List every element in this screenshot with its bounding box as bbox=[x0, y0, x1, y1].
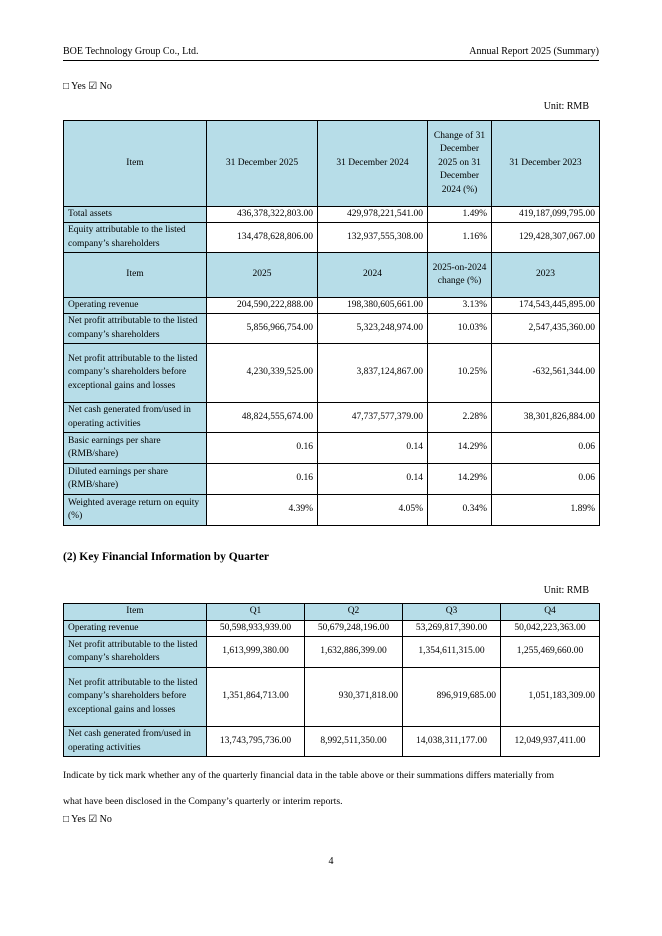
table-row bbox=[64, 727, 600, 757]
cell-value: 1.89% bbox=[492, 495, 600, 526]
page-header bbox=[63, 46, 599, 60]
header-cell: 31 December 2025 bbox=[207, 121, 318, 207]
cell-value: 5,856,966,754.00 bbox=[207, 314, 318, 344]
cell-value: 50,042,223,363.00 bbox=[501, 621, 600, 637]
cell-value: 429,978,221,541.00 bbox=[318, 207, 428, 223]
cell-value: 1,354,611,315.00 bbox=[403, 637, 501, 668]
unit-label: Unit: RMB bbox=[543, 101, 589, 112]
table-row bbox=[64, 621, 600, 637]
cell-value: 198,380,605,661.00 bbox=[318, 298, 428, 314]
cell-value: 930,371,818.00 bbox=[305, 668, 403, 727]
cell-value: 47,737,577,379.00 bbox=[318, 403, 428, 433]
cell-value: 38,301,826,884.00 bbox=[492, 403, 600, 433]
cell-value: 50,679,248,196.00 bbox=[305, 621, 403, 637]
header-cell: 2025 bbox=[207, 253, 318, 298]
cell-value: 4.39% bbox=[207, 495, 318, 526]
row-label: Net cash generated from/used in operating activities bbox=[64, 403, 207, 433]
row-label: Operating revenue bbox=[64, 621, 207, 637]
cell-value: 10.03% bbox=[428, 314, 492, 344]
table-row bbox=[64, 668, 600, 727]
table-row bbox=[64, 298, 600, 314]
cell-value: 5,323,248,974.00 bbox=[318, 314, 428, 344]
cell-value: 204,590,222,888.00 bbox=[207, 298, 318, 314]
header-rule bbox=[63, 60, 599, 61]
cell-value: 0.16 bbox=[207, 464, 318, 495]
header-cell: Change of 31 December 2025 on 31 December 2024 (%) bbox=[428, 121, 492, 207]
cell-value: 0.34% bbox=[428, 495, 492, 526]
yes-no-indicator: □ Yes ☑ No bbox=[63, 814, 112, 825]
row-label: Equity attributable to the listed company’s shareholders bbox=[64, 223, 207, 253]
cell-value: 48,824,555,674.00 bbox=[207, 403, 318, 433]
cell-value: 4,230,339,525.00 bbox=[207, 344, 318, 403]
cell-value: -632,561,344.00 bbox=[492, 344, 600, 403]
row-label: Net profit attributable to the listed company’s shareholders bbox=[64, 637, 207, 668]
cell-value: 13,743,795,736.00 bbox=[207, 727, 305, 757]
header-cell: 2025-on-2024 change (%) bbox=[428, 253, 492, 298]
row-label: Operating revenue bbox=[64, 298, 207, 314]
cell-value: 129,428,307,067.00 bbox=[492, 223, 600, 253]
header-cell: Item bbox=[64, 604, 207, 621]
page-number: 4 bbox=[328, 856, 334, 867]
table-row bbox=[64, 207, 600, 223]
header-cell: Item bbox=[64, 121, 207, 207]
cell-value: 53,269,817,390.00 bbox=[403, 621, 501, 637]
cell-value: 10.25% bbox=[428, 344, 492, 403]
row-label: Diluted earnings per share (RMB/share) bbox=[64, 464, 207, 495]
unit-label: Unit: RMB bbox=[543, 585, 589, 596]
row-label: Basic earnings per share (RMB/share) bbox=[64, 433, 207, 464]
cell-value: 3,837,124,867.00 bbox=[318, 344, 428, 403]
header-cell: Item bbox=[64, 253, 207, 298]
header-cell: Q1 bbox=[207, 604, 305, 621]
key-financial-table bbox=[63, 120, 600, 526]
header-cell: 2024 bbox=[318, 253, 428, 298]
yes-no-indicator: □ Yes ☑ No bbox=[63, 81, 112, 92]
table-row bbox=[64, 223, 600, 253]
header-company: BOE Technology Group Co., Ltd. bbox=[63, 46, 199, 57]
section-title: (2) Key Financial Information by Quarter bbox=[63, 551, 270, 563]
table-row bbox=[64, 433, 600, 464]
cell-value: 1.16% bbox=[428, 223, 492, 253]
cell-value: 896,919,685.00 bbox=[403, 668, 501, 727]
table-row bbox=[64, 464, 600, 495]
note-line: what have been disclosed in the Company’s quarterly or interim reports. bbox=[63, 796, 343, 807]
cell-value: 4.05% bbox=[318, 495, 428, 526]
row-label: Net profit attributable to the listed company’s shareholders before exceptional gains and losses bbox=[64, 344, 207, 403]
cell-value: 1.49% bbox=[428, 207, 492, 223]
table-row bbox=[64, 495, 600, 526]
table-header-row bbox=[64, 604, 600, 621]
row-label: Net profit attributable to the listed company’s shareholders bbox=[64, 314, 207, 344]
cell-value: 174,543,445,895.00 bbox=[492, 298, 600, 314]
table-header-row bbox=[64, 121, 600, 207]
cell-value: 3.13% bbox=[428, 298, 492, 314]
note-line: Indicate by tick mark whether any of the quarterly financial data in the table above or their summations differs materially from bbox=[63, 770, 555, 781]
row-label: Total assets bbox=[64, 207, 207, 223]
row-label: Weighted average return on equity (%) bbox=[64, 495, 207, 526]
cell-value: 1,632,886,399.00 bbox=[305, 637, 403, 668]
cell-value: 2,547,435,360.00 bbox=[492, 314, 600, 344]
table-row bbox=[64, 314, 600, 344]
cell-value: 0.16 bbox=[207, 433, 318, 464]
cell-value: 1,255,469,660.00 bbox=[501, 637, 600, 668]
cell-value: 436,378,322,803.00 bbox=[207, 207, 318, 223]
row-label: Net cash generated from/used in operating activities bbox=[64, 727, 207, 757]
table-row bbox=[64, 344, 600, 403]
cell-value: 14.29% bbox=[428, 433, 492, 464]
cell-value: 2.28% bbox=[428, 403, 492, 433]
cell-value: 1,613,999,380.00 bbox=[207, 637, 305, 668]
header-cell: 31 December 2024 bbox=[318, 121, 428, 207]
cell-value: 419,187,099,795.00 bbox=[492, 207, 600, 223]
cell-value: 0.14 bbox=[318, 433, 428, 464]
header-cell: Q3 bbox=[403, 604, 501, 621]
table-row bbox=[64, 637, 600, 668]
cell-value: 0.14 bbox=[318, 464, 428, 495]
header-cell: 31 December 2023 bbox=[492, 121, 600, 207]
header-cell: Q4 bbox=[501, 604, 600, 621]
cell-value: 1,351,864,713.00 bbox=[207, 668, 305, 727]
cell-value: 0.06 bbox=[492, 433, 600, 464]
header-cell: Q2 bbox=[305, 604, 403, 621]
cell-value: 132,937,555,308.00 bbox=[318, 223, 428, 253]
cell-value: 1,051,183,309.00 bbox=[501, 668, 600, 727]
cell-value: 134,478,628,806.00 bbox=[207, 223, 318, 253]
table-header-row bbox=[64, 253, 600, 298]
header-cell: 2023 bbox=[492, 253, 600, 298]
cell-value: 14.29% bbox=[428, 464, 492, 495]
quarterly-table bbox=[63, 603, 600, 757]
cell-value: 50,598,933,939.00 bbox=[207, 621, 305, 637]
cell-value: 12,049,937,411.00 bbox=[501, 727, 600, 757]
cell-value: 0.06 bbox=[492, 464, 600, 495]
row-label: Net profit attributable to the listed company’s shareholders before exceptional gains and losses bbox=[64, 668, 207, 727]
cell-value: 14,038,311,177.00 bbox=[403, 727, 501, 757]
cell-value: 8,992,511,350.00 bbox=[305, 727, 403, 757]
header-report-title: Annual Report 2025 (Summary) bbox=[469, 46, 599, 57]
table-row bbox=[64, 403, 600, 433]
